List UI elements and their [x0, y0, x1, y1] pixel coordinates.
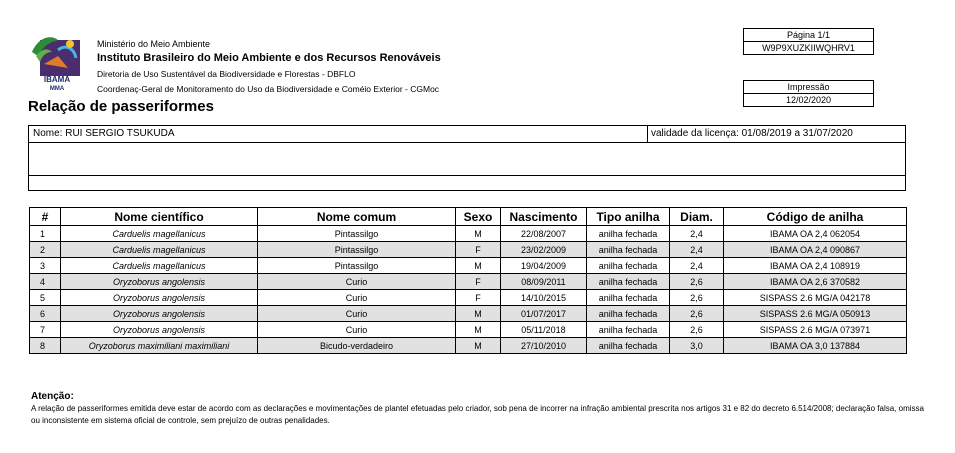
- cell-ring-code: IBAMA OA 2,4 062054: [724, 226, 907, 242]
- cell-birth: 19/04/2009: [501, 258, 587, 274]
- divider: [647, 126, 648, 142]
- cell-diameter: 2,6: [670, 322, 724, 338]
- cell-common-name: Bicudo-verdadeiro: [258, 338, 456, 354]
- cell-diameter: 2,4: [670, 242, 724, 258]
- cell-ring-type: anilha fechada: [587, 290, 670, 306]
- cell-index: 6: [30, 306, 61, 322]
- column-header-diameter: Diam.: [670, 208, 724, 226]
- cell-diameter: 3,0: [670, 338, 724, 354]
- cell-scientific-name: Carduelis magellanicus: [61, 258, 258, 274]
- print-label: Impressão: [787, 82, 830, 92]
- cell-ring-type: anilha fechada: [587, 322, 670, 338]
- cell-birth: 27/10/2010: [501, 338, 587, 354]
- cell-common-name: Curio: [258, 322, 456, 338]
- cell-common-name: Curio: [258, 306, 456, 322]
- page-info-box: [743, 28, 874, 55]
- attention-heading: Atenção:: [31, 391, 74, 402]
- cell-ring-code: IBAMA OA 2,4 090867: [724, 242, 907, 258]
- cell-diameter: 2,6: [670, 290, 724, 306]
- cell-diameter: 2,4: [670, 226, 724, 242]
- coordination-name: Coordenaç-Geral de Monitoramento do Uso da Biodiversidade e Coméio Exterior - CGMoc: [97, 84, 440, 94]
- cell-scientific-name: Oryzoborus angolensis: [61, 322, 258, 338]
- svg-text:MMA: MMA: [49, 86, 65, 92]
- table-row: [30, 306, 907, 322]
- print-info-box: [743, 80, 874, 107]
- cell-index: 7: [30, 322, 61, 338]
- cell-scientific-name: Carduelis magellanicus: [61, 226, 258, 242]
- cell-sex: M: [456, 338, 501, 354]
- cell-ring-type: anilha fechada: [587, 274, 670, 290]
- cell-index: 5: [30, 290, 61, 306]
- cell-sex: M: [456, 306, 501, 322]
- print-date: 12/02/2020: [744, 93, 873, 106]
- cell-diameter: 2,6: [670, 306, 724, 322]
- ministry-name: Ministério do Meio Ambiente: [97, 39, 211, 49]
- column-header-sex: Sexo: [456, 208, 501, 226]
- cell-common-name: Curio: [258, 274, 456, 290]
- cell-ring-code: SISPASS 2.6 MG/A 050913: [724, 306, 907, 322]
- page-number: Página 1/1: [786, 30, 831, 40]
- column-header-birth: Nascimento: [501, 208, 587, 226]
- cell-sex: M: [456, 226, 501, 242]
- cell-index: 3: [30, 258, 61, 274]
- cell-common-name: Curio: [258, 290, 456, 306]
- license-validity: validade da licença: 01/08/2019 a 31/07/2020: [651, 128, 853, 139]
- cell-birth: 22/08/2007: [501, 226, 587, 242]
- column-header-ring-code: Código de anilha: [724, 208, 907, 226]
- column-header-ring-type: Tipo anilha: [587, 208, 670, 226]
- cell-index: 4: [30, 274, 61, 290]
- passeriformes-table: [29, 207, 907, 354]
- cell-scientific-name: Oryzoborus angolensis: [61, 306, 258, 322]
- cell-diameter: 2,4: [670, 258, 724, 274]
- cell-ring-code: IBAMA OA 2,4 108919: [724, 258, 907, 274]
- table-row: [30, 226, 907, 242]
- ibama-logo-icon: [28, 30, 86, 92]
- cell-ring-type: anilha fechada: [587, 258, 670, 274]
- cell-ring-code: IBAMA OA 2,6 370582: [724, 274, 907, 290]
- cell-ring-type: anilha fechada: [587, 338, 670, 354]
- holder-name: Nome: RUI SERGIO TSUKUDA: [33, 128, 175, 139]
- cell-birth: 05/11/2018: [501, 322, 587, 338]
- cell-birth: 08/09/2011: [501, 274, 587, 290]
- directorate-name: Diretoria de Uso Sustentável da Biodiversidade e Florestas - DBFLO: [97, 69, 356, 79]
- cell-birth: 01/07/2017: [501, 306, 587, 322]
- cell-scientific-name: Oryzoborus angolensis: [61, 290, 258, 306]
- cell-ring-type: anilha fechada: [587, 242, 670, 258]
- cell-birth: 23/02/2009: [501, 242, 587, 258]
- table-row: [30, 290, 907, 306]
- cell-common-name: Pintassilgo: [258, 242, 456, 258]
- cell-sex: M: [456, 258, 501, 274]
- ibama-logo: [28, 30, 86, 92]
- cell-scientific-name: Carduelis magellanicus: [61, 242, 258, 258]
- cell-ring-type: anilha fechada: [587, 306, 670, 322]
- organization-header: [97, 37, 441, 96]
- column-header-index: #: [30, 208, 61, 226]
- cell-sex: F: [456, 242, 501, 258]
- column-header-common-name: Nome comum: [258, 208, 456, 226]
- cell-ring-code: SISPASS 2.6 MG/A 042178: [724, 290, 907, 306]
- cell-diameter: 2,6: [670, 274, 724, 290]
- cell-common-name: Pintassilgo: [258, 226, 456, 242]
- holder-box: [28, 125, 906, 191]
- institute-name: Instituto Brasileiro do Meio Ambiente e dos Recursos Renováveis: [97, 52, 441, 64]
- attention-notice: [31, 390, 931, 427]
- cell-sex: F: [456, 290, 501, 306]
- table-row: [30, 338, 907, 354]
- cell-index: 8: [30, 338, 61, 354]
- cell-ring-code: IBAMA OA 3,0 137884: [724, 338, 907, 354]
- cell-ring-type: anilha fechada: [587, 226, 670, 242]
- svg-text:IBAMA: IBAMA: [43, 75, 71, 84]
- cell-sex: F: [456, 274, 501, 290]
- table-header-row: [30, 208, 907, 226]
- cell-index: 1: [30, 226, 61, 242]
- cell-ring-code: SISPASS 2.6 MG/A 073971: [724, 322, 907, 338]
- cell-sex: M: [456, 322, 501, 338]
- page-title: Relação de passeriformes: [28, 98, 214, 115]
- cell-scientific-name: Oryzoborus maximiliani maximiliani: [61, 338, 258, 354]
- cell-common-name: Pintassilgo: [258, 258, 456, 274]
- table-row: [30, 258, 907, 274]
- cell-birth: 14/10/2015: [501, 290, 587, 306]
- cell-scientific-name: Oryzoborus angolensis: [61, 274, 258, 290]
- holder-blank-row: [29, 143, 905, 176]
- table-row: [30, 274, 907, 290]
- table-row: [30, 322, 907, 338]
- document-code: W9P9XUZKIIWQHRV1: [744, 41, 873, 54]
- column-header-scientific-name: Nome científico: [61, 208, 258, 226]
- attention-text: A relação de passeriformes emitida deve estar de acordo com as declarações e movimentações de plantel efetuadas pelo criador, sob pena de incorrer na infração ambiental prescrita nos artigos 31 e 82 do decreto 6.514/2008; declaração falsa, omissa ou inconsistente em sistema oficial de controle, sem prejuízo de outras penalidades.: [31, 404, 924, 425]
- table-row: [30, 242, 907, 258]
- cell-index: 2: [30, 242, 61, 258]
